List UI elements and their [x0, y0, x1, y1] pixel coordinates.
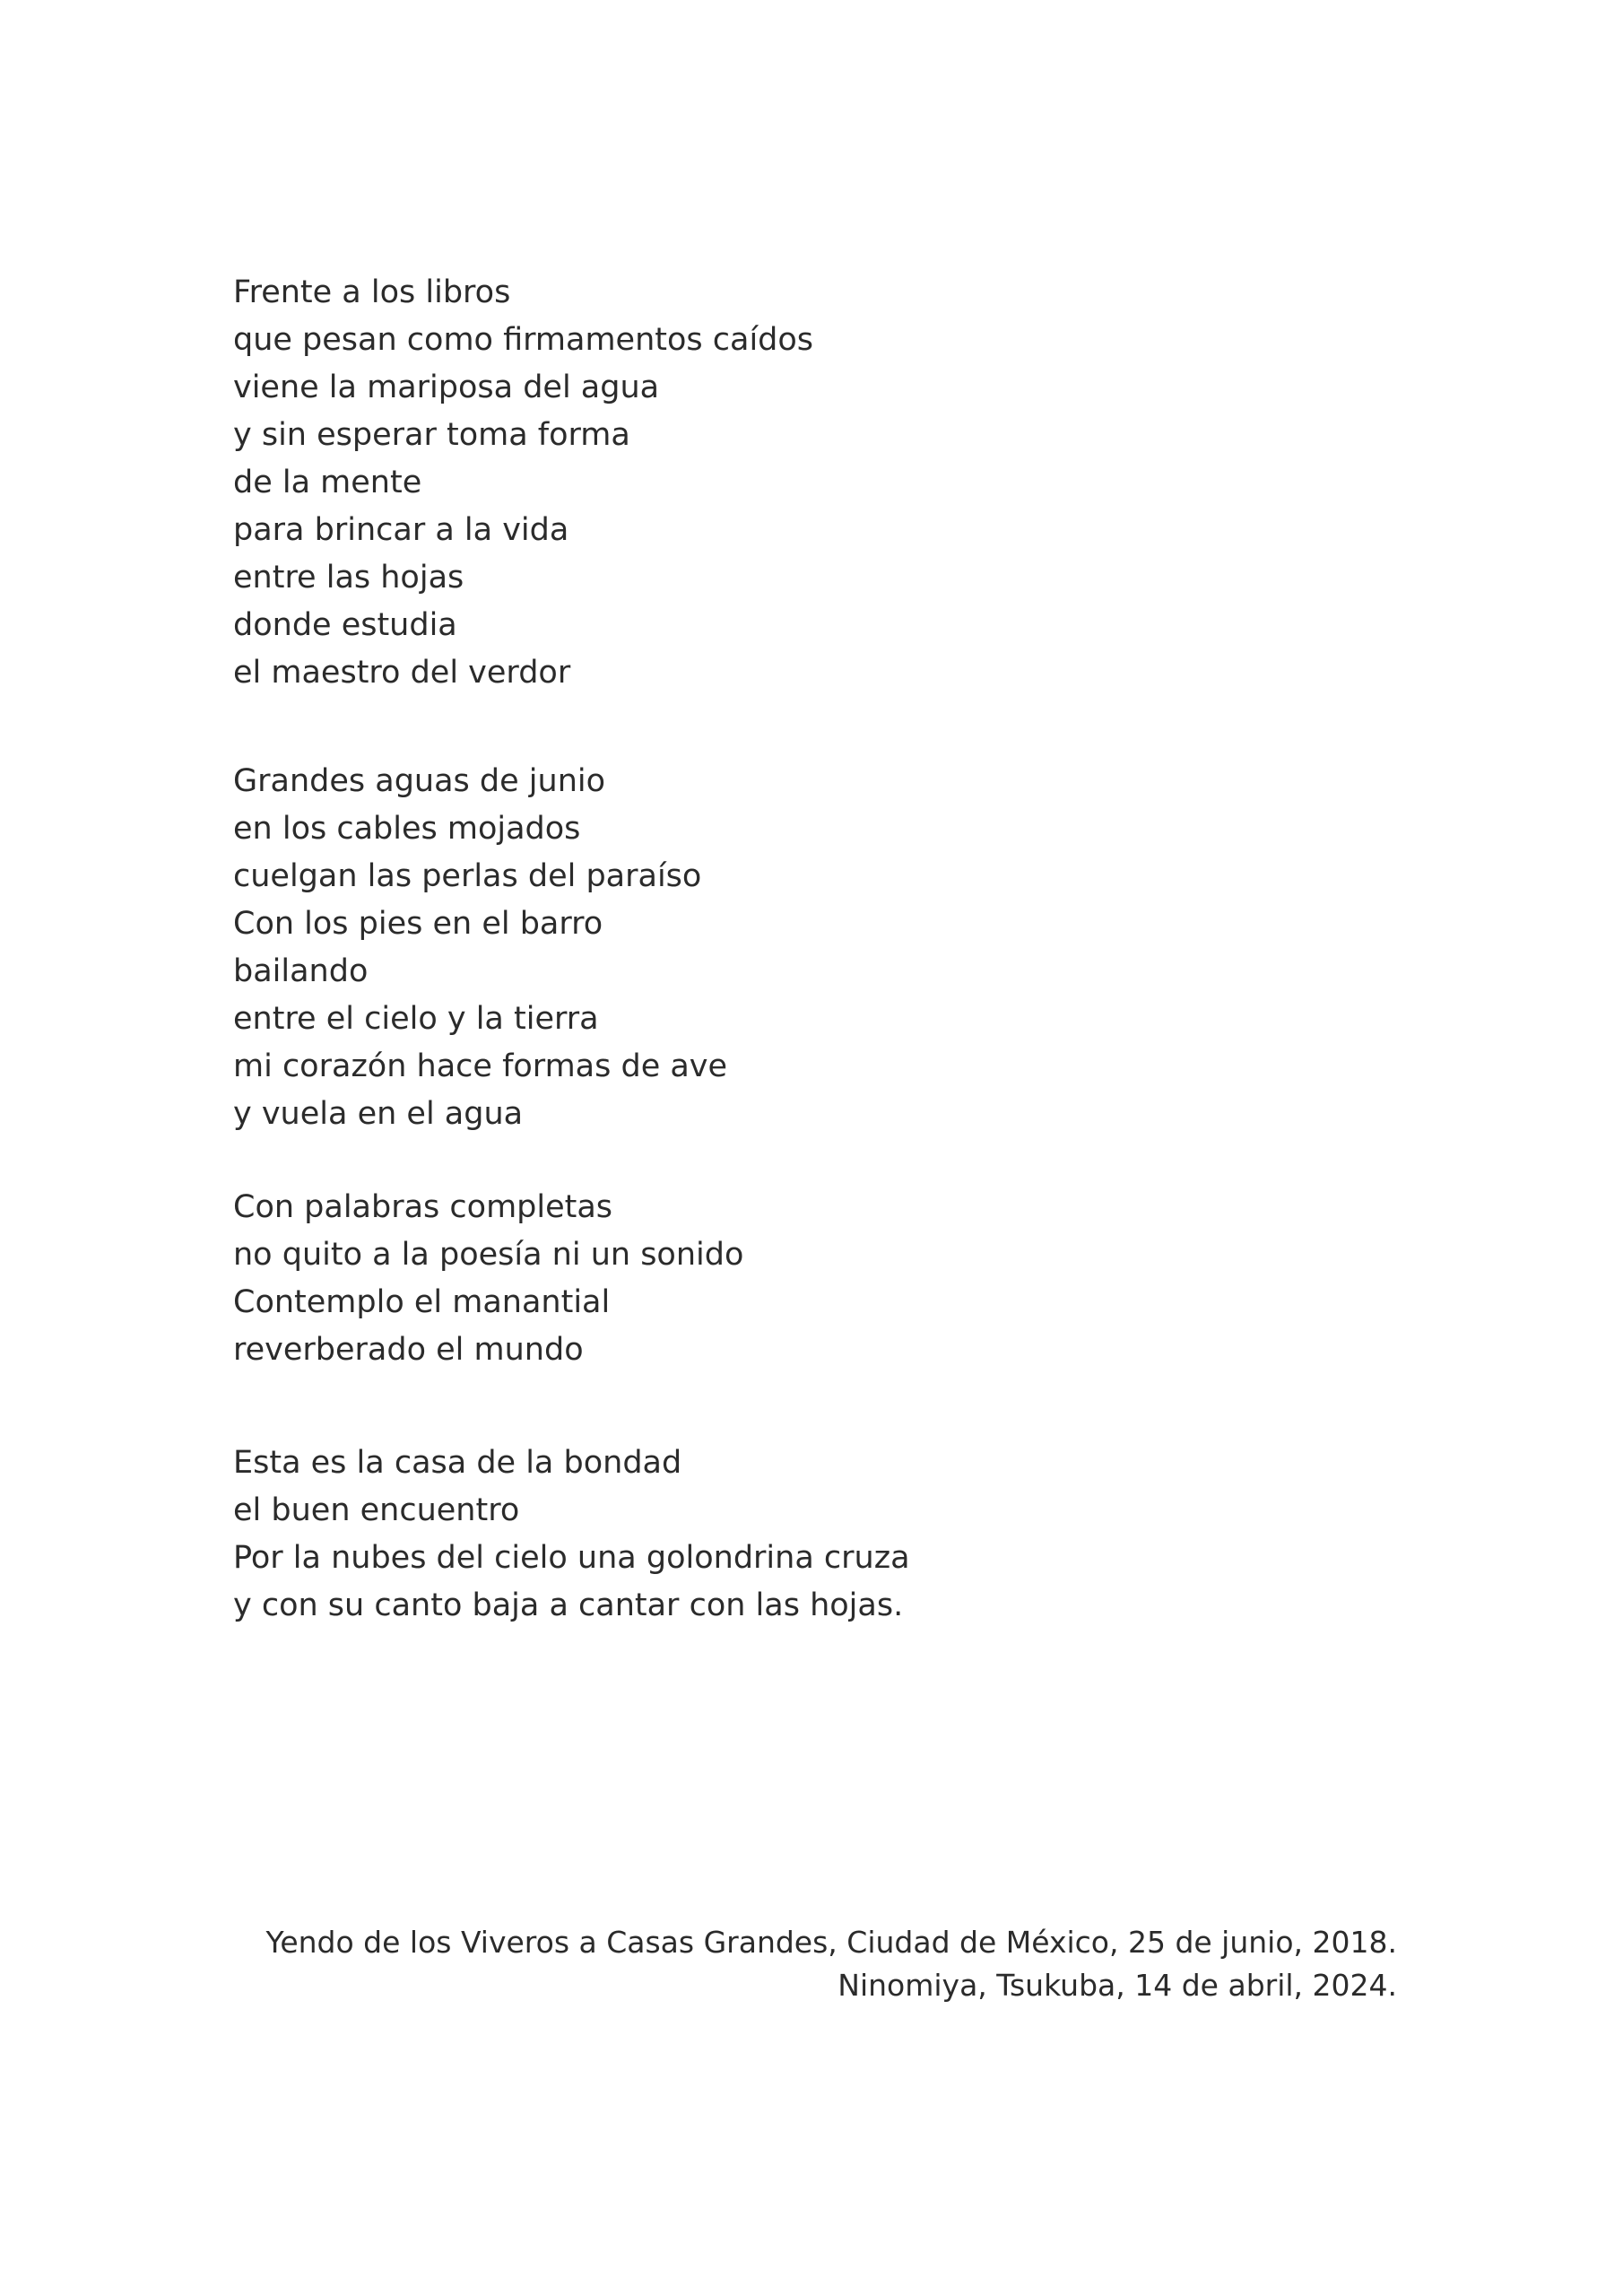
poem-line: entre el cielo y la tierra [233, 1001, 599, 1037]
poem-line: no quito a la poesía ni un sonido [233, 1237, 744, 1273]
poem-line: que pesan como firmamentos caídos [233, 322, 814, 358]
poem-line: cuelgan las perlas del paraíso [233, 858, 702, 894]
poem-line: Grandes aguas de junio [233, 763, 606, 799]
poem-line: Frente a los libros [233, 274, 511, 310]
stanza-3 [233, 1184, 743, 1374]
poem-line: viene la mariposa del agua [233, 370, 660, 405]
poem-line: Con palabras completas [233, 1189, 613, 1225]
stanza-2 [233, 758, 727, 1138]
poem-line: y sin esperar toma forma [233, 417, 630, 453]
poem-line: Con los pies en el barro [233, 906, 603, 942]
place-date-signature [266, 1921, 1397, 2007]
poem-line: reverberado el mundo [233, 1332, 584, 1368]
poem-line: mi corazón hace formas de ave [233, 1048, 728, 1084]
stanza-4 [233, 1439, 910, 1630]
poem-line: Esta es la casa de la bondad [233, 1445, 682, 1481]
signature-line-revision: Ninomiya, Tsukuba, 14 de abril, 2024. [838, 1968, 1397, 2003]
poem-line: entre las hojas [233, 560, 464, 596]
poem-line: donde estudia [233, 607, 457, 643]
poem-line: bailando [233, 953, 369, 989]
stanza-1 [233, 269, 813, 697]
poem-line: el maestro del verdor [233, 655, 571, 691]
poem-line: y con su canto baja a cantar con las hojas. [233, 1587, 904, 1623]
signature-line-origin: Yendo de los Viveros a Casas Grandes, Ciudad de México, 25 de junio, 2018. [265, 1925, 1397, 1960]
poem-line: de la mente [233, 465, 422, 500]
poem-line: y vuela en el agua [233, 1096, 524, 1132]
poem-line: en los cables mojados [233, 811, 581, 847]
poem-line: el buen encuentro [233, 1492, 520, 1528]
poem-line: para brincar a la vida [233, 512, 569, 548]
poem-line: Contemplo el manantial [233, 1284, 611, 1320]
poem-line: Por la nubes del cielo una golondrina cruza [233, 1540, 910, 1576]
